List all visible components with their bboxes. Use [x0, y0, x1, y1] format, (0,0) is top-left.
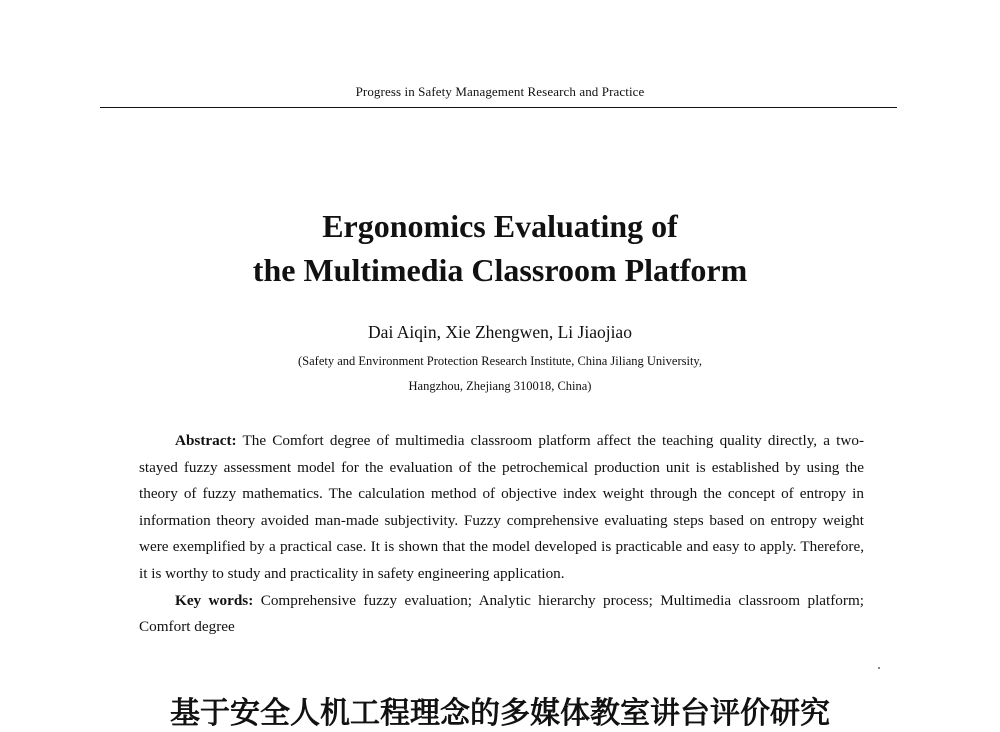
paper-title-line-2: the Multimedia Classroom Platform	[252, 252, 748, 288]
affiliation-line-2: Hangzhou, Zhejiang 310018, China)	[408, 379, 592, 393]
paper-title	[0, 204, 1000, 292]
affiliation-line-1: (Safety and Environment Protection Research Institute, China Jiliang University,	[298, 354, 702, 368]
chinese-title: 基于安全人机工程理念的多媒体教室讲台评价研究	[170, 696, 830, 731]
abstract-paragraph	[139, 428, 864, 588]
abstract-block	[139, 428, 864, 641]
abstract-text: The Comfort degree of multimedia classroom platform affect the teaching quality directly, a two-stayed fuzzy assessment model for the evaluation of the petrochemical production unit is established by using the theory of fuzzy mathematics. The calculation method of objective index weight through the concept of entropy in information theory avoided man-made subjectivity. Fuzzy comprehensive evaluating steps based on entropy weight were exemplified by a practical case. It is shown that the model developed is practicable and easy to apply. Therefore, it is worthy to study and practicality in safety engineering application.	[139, 432, 864, 582]
author-list: Dai Aiqin, Xie Zhengwen, Li Jiaojiao	[368, 322, 632, 342]
paper-title-line-1: Ergonomics Evaluating of	[322, 208, 678, 244]
keywords-paragraph	[139, 588, 864, 641]
abstract-label: Abstract:	[175, 432, 237, 449]
keywords-text: Comprehensive fuzzy evaluation; Analytic hierarchy process; Multimedia classroom platform; Comfort degree	[139, 591, 864, 636]
header-rule	[100, 107, 897, 108]
running-header: Progress in Safety Management Research and Practice	[355, 84, 645, 99]
keywords-label: Key words:	[175, 591, 254, 609]
speck-mark	[878, 667, 880, 669]
